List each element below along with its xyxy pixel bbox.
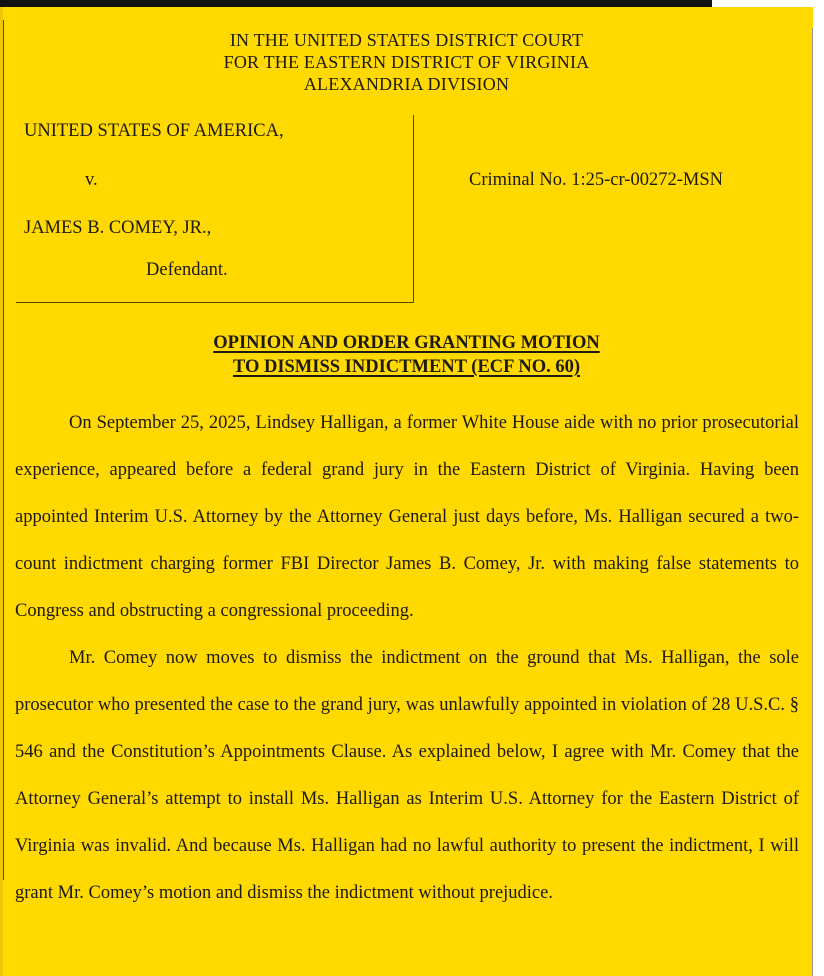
opinion-title-line1: OPINION AND ORDER GRANTING MOTION	[213, 333, 600, 353]
case-number: Criminal No. 1:25-cr-00272-MSN	[469, 170, 723, 190]
page-right-border	[812, 28, 813, 976]
body-paragraph-1: On September 25, 2025, Lindsey Halligan, a former White House aide with no prior prosecutorial experience, appeared before a federal grand jury in the Eastern District of Virginia. Having been appointed Interim U.S. Attorney by the Attorney General just days before, Ms. Halligan secured a two-count indictment charging former FBI Director James B. Comey, Jr. with making false statements to Congress and obstructing a congressional proceeding.	[15, 413, 799, 621]
caption-defendant-name: JAMES B. COMEY, JR.,	[24, 218, 212, 238]
caption-plaintiff: UNITED STATES OF AMERICA,	[24, 121, 284, 141]
court-header-line3: ALEXANDRIA DIVISION	[303, 74, 510, 94]
court-header	[0, 29, 813, 95]
court-header-line2: FOR THE EASTERN DISTRICT OF VIRGINIA	[223, 52, 590, 72]
caption-defendant-label: Defendant.	[146, 260, 228, 280]
top-scan-bar	[0, 0, 712, 7]
opinion-title	[0, 331, 813, 379]
opinion-title-line2: TO DISMISS INDICTMENT (ECF NO. 60)	[232, 357, 581, 377]
page-left-border	[3, 20, 4, 880]
caption-vertical-rule	[413, 115, 414, 303]
court-header-line1: IN THE UNITED STATES DISTRICT COURT	[229, 30, 584, 50]
opinion-body	[15, 400, 799, 917]
caption-horizontal-rule	[16, 302, 414, 303]
caption-versus: v.	[85, 170, 98, 190]
body-paragraph-2: Mr. Comey now moves to dismiss the indictment on the ground that Ms. Halligan, the sole prosecutor who presented the case to the grand jury, was unlawfully appointed in violation of 28 U.S.C. § 546 and the Constitution’s Appointments Clause. As explained below, I agree with Mr. Comey that the Attorney General’s attempt to install Ms. Halligan as Interim U.S. Attorney for the Eastern District of Virginia was invalid. And because Ms. Halligan had no lawful authority to present the indictment, I will grant Mr. Comey’s motion and dismiss the indictment without prejudice.	[15, 648, 799, 903]
